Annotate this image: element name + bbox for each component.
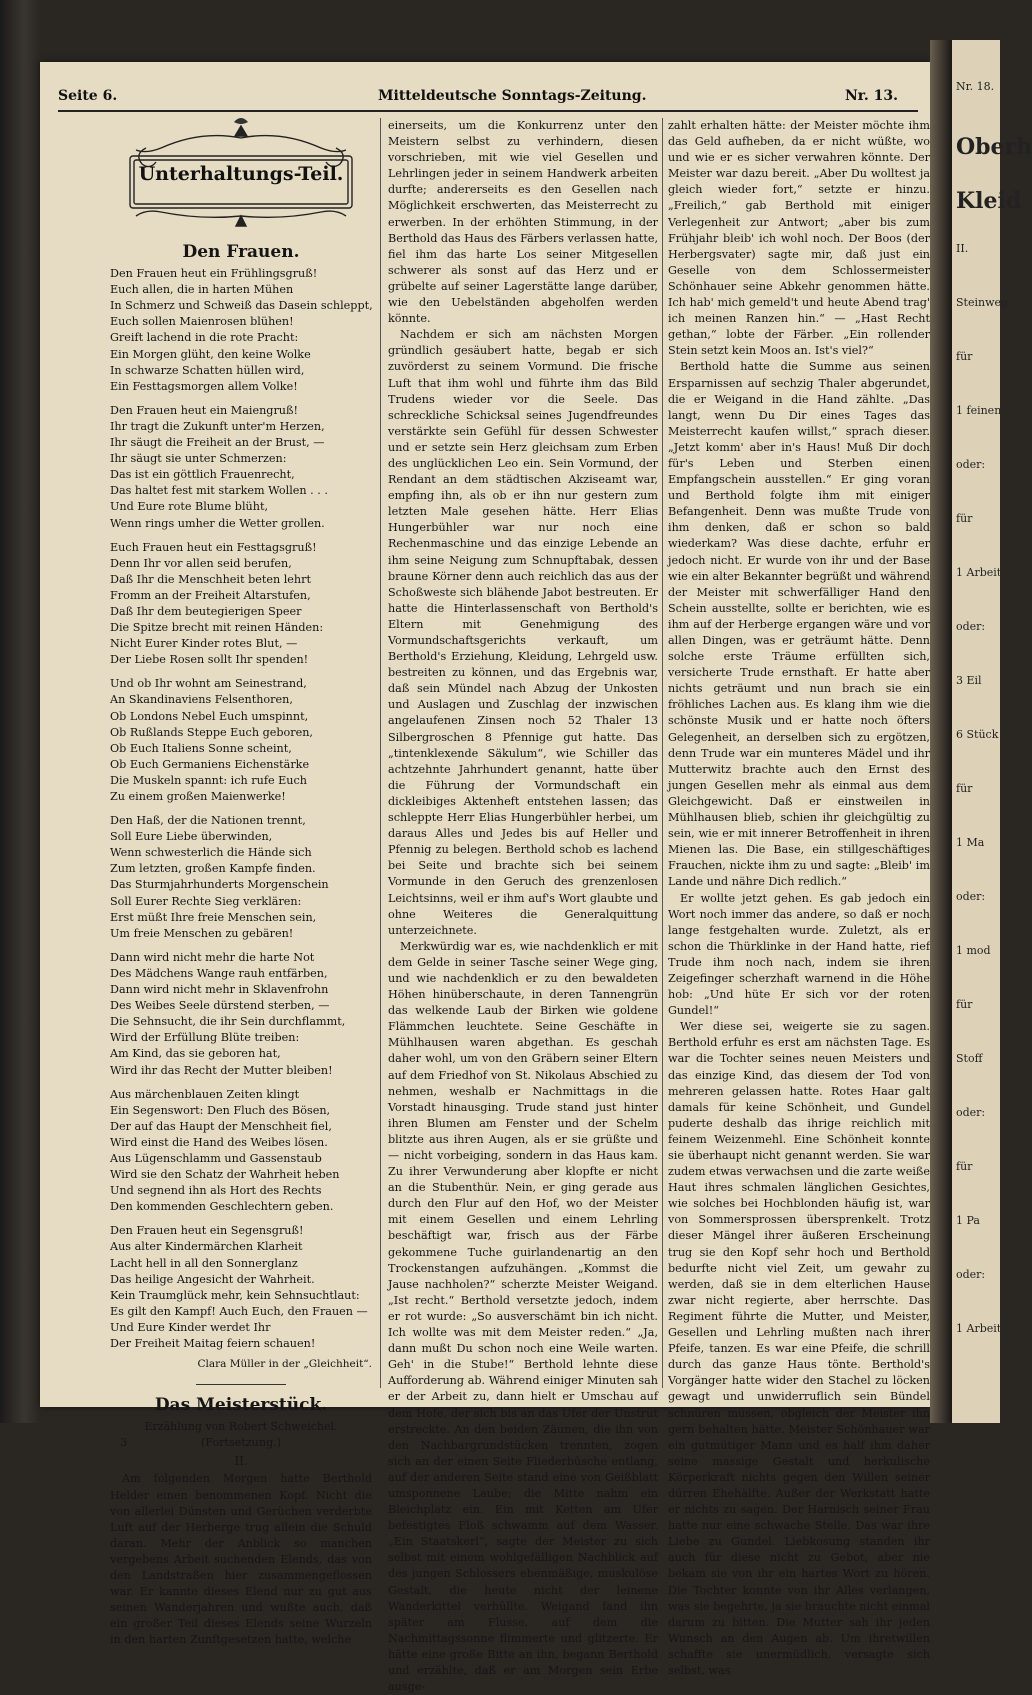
poem-line: Ihr säugt sie unter Schmerzen: [110, 452, 287, 466]
issue-number: Nr. 13. [845, 88, 898, 104]
adjacent-page-text: für [956, 1160, 973, 1173]
poem-line: Greift lachend in die rote Pracht: [110, 331, 299, 345]
poem-line: Ihr tragt die Zukunft unter'm Herzen, [110, 419, 325, 433]
poem-line: Ein Festtagsmorgen allem Volke! [110, 379, 298, 393]
poem-line: Und Eure Kinder werdet Ihr [110, 1320, 271, 1334]
story-byline: Erzählung von Robert Schweichel. [144, 1420, 338, 1434]
adjacent-page-text: Kleid [956, 188, 1022, 214]
poem-line: Ob Euch Germaniens Eichenstärke [110, 757, 310, 771]
adjacent-page-text: Stoff [956, 1052, 983, 1065]
poem-line: Und ob Ihr wohnt am Seinestrand, [110, 677, 307, 691]
adjacent-page-text: 1 Arbeit [956, 1322, 1002, 1335]
column-2 [388, 118, 658, 1694]
poem-line: Zu einem großen Maienwerke! [110, 790, 286, 803]
adjacent-page-text: 1 Arbeit [956, 566, 1002, 579]
section-banner [116, 118, 366, 236]
adjacent-page-text: Oberh [956, 134, 1032, 160]
adjacent-page-text: für [956, 350, 973, 363]
poem-line: Der Freiheit Maitag feiern schauen! [110, 1337, 316, 1350]
section-title: Unterhaltungs-Teil. [138, 163, 344, 185]
poem-line: Und Eure rote Blume blüht, [110, 500, 268, 514]
poem-line: Nicht Eurer Kinder rotes Blut, — [110, 637, 298, 651]
adjacent-page-text: oder: [956, 458, 986, 471]
adjacent-page-text: Steinweg [956, 296, 1009, 309]
poem-line: Das ist ein göttlich Frauenrecht, [110, 468, 295, 482]
poem-line: Soll Eurer Rechte Sieg verklären: [110, 894, 302, 908]
poem-line: Euch Frauen heut ein Festtagsgruß! [110, 540, 317, 554]
story-paragraph: Berthold hatte die Summe aus seinen Ersparnissen auf sechzig Thaler abgerundet, die er Weigand in die Hand zählte. „Das langt, wenn Du Dir eines Tages das Meisterrecht kaufen willst,“ sprach dieser. „Jetzt komm' aber in's Haus! Muß Dir doch für's Leben und Sterben einen Empfangschein ausstellen.“ Er ging voran und Berthold folgte ihm mit einiger Befangenheit. Denn was mußte Trude von ihm denken, daß er schon so bald wiederkam? Was diese dachte, erfuhr er jedoch nicht. Er wurde von ihr und der Base wie ein alter Bekannter begrüßt und während der Meister mit schwerfälliger Hand den Schein ausstellte, sollte er berichten, wie es ihm auf der Herberge ergangen wäre und vor allen Dingen, was er geträumt hätte. Denn solche erste Träume erfüllten sich, versicherte Trude ernsthaft. Er hatte aber nichts geträumt und nun brach sie ein fröhliches Lachen aus. Es klang ihm wie die schönste Musik und er hatte noch öfters Gelegenheit, an derselben sich zu ergötzen, denn Trude war ein munteres Mädel und ihr Mutterwitz brachte auch den Ernst des jungen Gesellen mehr als einmal aus dem Gleichgewicht. Daß er einstweilen in Mühlhausen blieb, schien ihr gleichgültig zu sein, wie er mit innerer Betroffenheit in ihren Mienen las. Die Base, ein stillgeschäftiges Frauchen, nickte ihm zu und sagte: „Bleib' im Lande und nähre Dich redlich.“ [668, 360, 930, 889]
page-header [58, 88, 898, 112]
poem-line: Das heilige Angesicht der Wahrheit. [110, 1272, 315, 1286]
story-paragraph: einerseits, um die Konkurrenz unter den Meistern selbst zu verhindern, diesen vorschrieben, mit wie viel Gesellen und Lehrlingen jeder in seinem Handwerk arbeiten durfte; andererseits es den Gesellen nach Möglichkeit erschwerten, das Meisterrecht zu erwerben. In der erhöhten Stimmung, in der Berthold das Haus des Färbers verlassen hatte, fiel ihm das harte Los seiner Mitgesellen schwerer als sonst auf das Herz und er grübelte auf seiner Lagerstätte lange darüber, wie den Uebelständen abgeholfen werden könnte. [388, 119, 658, 326]
poem-line: Euch allen, die in harten Mühen [110, 283, 294, 297]
poem-line: Wird einst die Hand des Weibes lösen. [110, 1135, 328, 1149]
poem-line: Wenn rings umher die Wetter grollen. [110, 516, 325, 530]
poem-line: Fromm an der Freiheit Altarstufen, [110, 588, 311, 602]
poem-line: Wenn schwesterlich die Hände sich [110, 846, 312, 860]
poem-line: Des Weibes Seele dürstend sterben, — [110, 999, 330, 1013]
poem-title: Den Frauen. [182, 242, 300, 262]
poem-line: Die Sehnsucht, die ihr Sein durchflammt, [110, 1015, 346, 1029]
poem-line: Ob Londons Nebel Euch umspinnt, [110, 709, 309, 723]
page-number: Seite 6. [58, 88, 118, 104]
poem-stanza [110, 403, 372, 532]
poem-line: Denn Ihr vor allen seid berufen, [110, 556, 292, 570]
story-paragraph: Merkwürdig war es, wie nachdenklich er mit dem Gelde in seiner Tasche seiner Wege ging, und wie nachdenklich er zu den bewaldeten Höhen hinüberschaute, in deren Tannengrün das welkende Laub der Birken wie goldene Flämmchen leuchtete. Seine Geschäfte in Mühlhausen waren abgethan. Es geschah daher wohl, um von den Gräbern seiner Eltern auf dem Friedhof von St. Nikolaus Abschied zu nehmen, weshalb er Nachmittags in die Vorstadt hinausging. Trude stand just hinter ihren Blumen am Fenster und der Schelm blitzte aus ihren Augen, als er sie grüßte und — nicht vorbeiging, sondern in das Haus kam. Zu ihrer Verwunderung aber klopfte er nicht an die Stubenthür. Nein, er ging gerade aus durch den Flur auf den Hof, wo der Meister mit einem Gesellen und einem Lehrling beschäftigt war, frisch aus der Färbe gekommene Tuche guirlandenartig an den Trockenstangen aufzuhängen. „Kommst die Jause nachholen?“ scherzte Meister Weigand. „Ist recht.“ Berthold versetzte jedoch, indem er rot wurde: „So ausverschämt bin ich nicht. Ich wollte was mit dem Meister reden.“ „Ja, dann mußt Du schon noch eine Weile warten. Geh' in die Stube!“ Berthold lehnte diese Aufforderung ab. Während einiger Minuten sah er der Arbeit zu, dann hielt er Umschau auf dem Hofe, der sich bis an das Ufer der Unstrut erstreckte. An den beiden Zäunen, die ihn von den Nachbargrundstücken trennten, zogen sich an der einen Seite Fliederbüsche entlang, auf der anderen Seite stand eine von Geißblatt umsponnene Laube; die Mitte nahm ein Bleichplatz ein. Ein mit Ketten am Ufer befestigtes Floß schwamm auf dem Wasser. „Ein Staatskerl“, sagte der Meister zu sich selbst mit einem wohlgefälligen Nachblick auf des jungen Schlossers ebenmäßige, muskulöse Gestalt, die heute nicht der leinene Wanderkittel verhüllte. Weigand fand ihn später am Flusse, auf dem die Nachmittagssonne flimmerte und glitzerte. Er hätte eine große Bitte an ihn, begann Berthold und erzählte, daß er am Morgen sein Erbe ausge- [388, 939, 658, 1694]
poem-stanza [110, 1087, 372, 1216]
poem-line: Wird ihr das Recht der Mutter bleiben! [110, 1063, 333, 1077]
poem-line: Lacht hell in all den Sonnerglanz [110, 1256, 298, 1270]
adjacent-page-text: oder: [956, 1268, 986, 1281]
continuation-row [110, 1435, 372, 1453]
adjacent-page-text: oder: [956, 1106, 986, 1119]
story-paragraph: Wer diese sei, weigerte sie zu sagen. Berthold erfuhr es erst am nächsten Tage. Es war die Tochter seines neuen Meisters und das einzige Kind, das diesem der Tod von mehreren gelassen hatte. Rotes Haar galt damals für keine Schönheit, und Gundel puderte deshalb das ihrige reichlich mit feinem Weizenmehl. Eine Schönheit konnte sie überhaupt nicht genannt werden. Sie war zudem etwas verwachsen und die zarte weiße Haut ihres schmalen länglichen Gesichtes, wie solches bei Hochblonden häufig ist, war von Sommersprossen übersprenkelt. Trotz dieser Mängel ihrer äußeren Erscheinung trug sie den Kopf sehr hoch und Berthold bedurfte nicht viel Zeit, um gewahr zu werden, daß sie in dem elterlichen Hause zwar nicht regierte, aber herrschte. Das Regiment führte die Mutter, und Meister, Gesellen und Lehrling mußten nach ihrer Pfeife, tanzen. Es war eine Pfeife, die schrill durch das ganze Haus tönte. Berthold's Vorgänger hatte wider den Stachel zu löcken gewagt und unwiderruflich sein Bündel schnüren müssen, obgleich der Meister ihn gern behalten hätte. Meister Schönhauer war ein gutmütiger Mann und es half ihm daher seine massige Gestalt und herkulische Körperkraft nichts gegen den Willen seiner dürren Ehehälfte. Außer der Werkstatt hatte er nichts zu sagen. Der Harnisch seiner Frau hatte nur eine schwache Stelle. Das war ihre Liebe zu Gundel. Liebkosung standen ihr auch für diese nicht zu Gebot, aber nie bekam sie von ihr ein hartes Wort zu hören. Die Tochter konnte von ihr Alles verlangen, was sie begehrte, ja sie brauchte nicht einmal darum zu bitten. Die Mutter sah ihr jeden Wunsch an den Augen ab. Um ihretwillen schaffte sie unermüdlich, versagte sich selbst, was [668, 1020, 930, 1677]
poem-line: Ein Morgen glüht, den keine Wolke [110, 347, 311, 361]
poem-line: Erst müßt Ihre freie Menschen sein, [110, 910, 317, 924]
header-rule [58, 110, 918, 112]
poem-line: Aus alter Kindermärchen Klarheit [110, 1240, 303, 1254]
book-gutter [930, 40, 952, 1423]
poem-stanza [110, 813, 372, 942]
divider [196, 1384, 286, 1385]
poem-line: Dann wird nicht mehr in Sklavenfrohn [110, 983, 329, 997]
poem-line: Um freie Menschen zu gebären! [110, 926, 294, 940]
adjacent-page-text: 1 Ma [956, 836, 985, 849]
poem-line: In schwarze Schatten hüllen wird, [110, 363, 305, 377]
poem-line: Den Haß, der die Nationen trennt, [110, 814, 306, 828]
story-paragraph: zahlt erhalten hätte: der Meister möchte ihm das Geld aufheben, da er nicht wüßte, wo und wie er es sicher verwahren könnte. Der Meister war dazu bereit. „Aber Du wolltest ja gleich wieder fort,“ setzte er hinzu. „Freilich,“ gab Berthold mit einiger Verlegenheit zur Antwort; „aber bis zum Frühjahr bleib' ich wohl noch. Der Boos (der Herbergsvater) sagte mir, daß just ein Geselle von dem Schlossermeister Schönhauer seine Abkehr genommen hätte. Ich hab' mich gemeld't und heute Abend trag' ich meinen Ranzen hin.“ — „Hast Recht gethan,“ lobte der Färber. „Ein rollender Stein setzt kein Moos an. Ist's viel?“ [668, 119, 930, 358]
poem-line: Die Spitze brecht mit reinen Händen: [110, 621, 324, 635]
adjacent-page-text: für [956, 998, 973, 1011]
book-spine [0, 0, 40, 1423]
column-separator [662, 118, 663, 1388]
column-separator [380, 118, 381, 1388]
poem-line: Der Liebe Rosen sollt Ihr spenden! [110, 653, 309, 667]
poem-line: Das Sturmjahrhunderts Morgenschein [110, 878, 329, 892]
newspaper-title: Mitteldeutsche Sonntags-Zeitung. [378, 88, 647, 104]
column-3 [668, 118, 930, 1677]
adjacent-page-text: 3 Eil [956, 674, 982, 687]
poem-line: Dann wird nicht mehr die harte Not [110, 950, 315, 964]
poem-stanza [110, 676, 372, 805]
adjacent-page-edge [952, 40, 1032, 1423]
adjacent-page-text: oder: [956, 890, 986, 903]
adjacent-page-text: 6 Stück [956, 728, 999, 741]
poem-line: Euch sollen Maienrosen blühen! [110, 315, 294, 329]
story-paragraph: Am folgenden Morgen hatte Berthold Helder einen benommenen Kopf. Nicht die von allerlei Dünsten und Gerüchen verderbte Luft auf der Herberge trug allein die Schuld daran. Mehr der Anblick so manchen vergebens Arbeit suchenden Elends, das von den Landstraßen hier zusammengeflossen war. Er kannte dieses Elend nur zu gut aus seinen Wanderjahren und wußte auch, daß ein großer Teil dieses Elends seine Wurzeln in den harten Zunftgesetzen hatte, welche [110, 1472, 372, 1647]
installment-number: 3 [120, 1436, 128, 1450]
poem-line: Die Muskeln spannt: ich rufe Euch [110, 773, 307, 787]
poem-line: Daß Ihr die Menschheit beten lehrt [110, 572, 311, 586]
poem-line: In Schmerz und Schweiß das Dasein schleppt, [110, 299, 373, 313]
story-paragraph: Er wollte jetzt gehen. Es gab jedoch ein Wort noch immer das andere, so daß er noch lange festgehalten wurde. Zuletzt, als er schon die Thürklinke in der Hand hatte, rief Trude ihm noch nach, indem sie ihren Zeigefinger scherzhaft warnend in die Höhe hob: „Und hüte Er sich vor der roten Gundel!“ [668, 891, 930, 1018]
poem-line: Soll Eure Liebe überwinden, [110, 830, 273, 844]
continuation-label: (Fortsetzung.) [200, 1436, 282, 1450]
poem-author: Clara Müller in der „Gleichheit“. [197, 1358, 372, 1371]
poem-line: Und segnend ihn als Hort des Rechts [110, 1184, 322, 1198]
poem-line: Es gilt den Kampf! Auch Euch, den Frauen — [110, 1304, 368, 1318]
adjacent-page-text: Nr. 18. [956, 80, 995, 93]
chapter-number: II. [234, 1454, 248, 1469]
poem-line: Ihr säugt die Freiheit an der Brust, — [110, 436, 325, 450]
story-title: Das Meisterstück. [154, 1395, 328, 1416]
adjacent-page-text: 1 Pa [956, 1214, 980, 1227]
poem-stanza [110, 540, 372, 669]
poem-line: Das haltet fest mit starkem Wollen . . . [110, 484, 328, 498]
poem-line: Wird sie den Schatz der Wahrheit heben [110, 1168, 340, 1182]
adjacent-page-text: für [956, 512, 973, 525]
poem-line: Daß Ihr dem beutegierigen Speer [110, 604, 302, 618]
adjacent-page-text: für [956, 782, 973, 795]
adjacent-page-text: 1 mod [956, 944, 991, 957]
poem-line: Aus Lügenschlamm und Gassenstaub [110, 1151, 322, 1165]
poem-line: Der auf das Haupt der Menschheit fiel, [110, 1119, 332, 1133]
poem-line: Ob Rußlands Steppe Euch geboren, [110, 725, 313, 739]
poem-line: Ein Segenswort: Den Fluch des Bösen, [110, 1103, 331, 1117]
adjacent-page-text: oder: [956, 620, 986, 633]
poem-line: Den Frauen heut ein Frühlingsgruß! [110, 267, 318, 281]
poem-line: Ob Euch Italiens Sonne scheint, [110, 741, 292, 755]
poem-stanza [110, 1223, 372, 1352]
poem-line: Zum letzten, großen Kampfe finden. [110, 862, 316, 876]
poem-line: Wird der Erfüllung Blüte treiben: [110, 1031, 300, 1045]
adjacent-page-text: II. [956, 242, 969, 255]
poem-body [110, 266, 372, 1352]
story-paragraph: Nachdem er sich am nächsten Morgen gründlich gesäubert hatte, begab er sich zuvörderst zu seinem Vormund. Die frische Luft that ihm wohl und führte ihm das Bild Trudens wieder vor die Seele. Das schreckliche Schicksal seines Jugendfreundes verstärkte sein Gefühl für dessen Schwester und er setzte sein Herz gleichsam zum Erben des unglücklichen Leo ein. Sein Vormund, der Rendant an dem städtischen Akziseamt war, empfing ihn, als ob er ihn nur gestern zum letzten Male gesehen hätte. Herr Elias Hungerbühler war nur noch eine Rechenmaschine und das einzige Lebende an ihm seine Neigung zum Schnupftabak, dessen braune Körner denn auch reichlich das aus der Schoßweste sich blähende Jabot bestreuten. Er hatte die Hinterlassenschaft von Berthold's Eltern mit Genehmigung des Vormundschaftsgerichts verkauft, um Berthold's Erziehung, Kleidung, Lehrgeld usw. bestreiten zu können, und das Ergebnis war, daß sein Mündel nach Abzug der Unkosten und Auslagen und Zuschlag der inzwischen angelaufenen Zinsen noch 52 Thaler 13 Silbergroschen 8 Pfennige gut hatte. Das „tintenklexende Säkulum“, wie Schiller das achtzehnte Jahrhundert genannt, hatte über die Führung der Vormundschaft ein dickleibiges Aktenheft entstehen lassen; das schleppte Herr Elias Hungerbühler herbei, um daraus Alles und Jedes bis auf Heller und Pfennig zu belegen. Berthold schob es lachend bei Seite und brachte sich bei seinem Vormunde in den Geruch des grenzenlosen Leichtsinns, weil er ihm auf's Wort glaubte und ohne Weiteres die Generalquittung unterzeichnete. [388, 328, 658, 937]
poem-line: Aus märchenblauen Zeiten klingt [110, 1087, 300, 1101]
poem-line: Den Frauen heut ein Segensgruß! [110, 1224, 304, 1238]
poem-line: An Skandinaviens Felsenthoren, [110, 693, 293, 707]
poem-stanza [110, 950, 372, 1079]
poem-line: Den kommenden Geschlechtern geben. [110, 1200, 334, 1214]
poem-line: Des Mädchens Wange rauh entfärben, [110, 966, 328, 980]
poem-stanza [110, 266, 372, 395]
column-1 [110, 118, 373, 1647]
poem-line: Am Kind, das sie geboren hat, [110, 1047, 281, 1061]
poem-line: Kein Traumglück mehr, kein Sehnsuchtlaut: [110, 1288, 360, 1302]
adjacent-page-text: 1 feinen [956, 404, 1002, 417]
poem-line: Den Frauen heut ein Maiengruß! [110, 403, 298, 417]
